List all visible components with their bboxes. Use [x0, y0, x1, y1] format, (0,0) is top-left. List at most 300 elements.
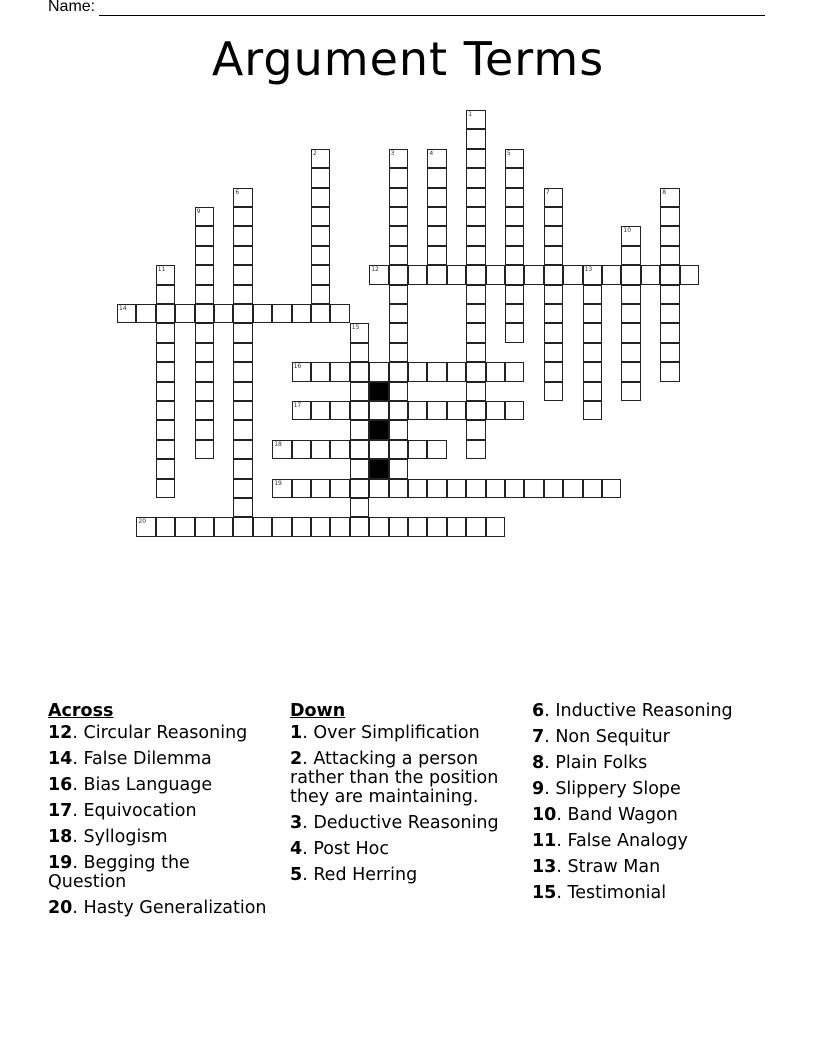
grid-cell[interactable]	[486, 401, 505, 420]
grid-cell[interactable]	[466, 517, 485, 536]
clue-item-text: . False Dilemma	[72, 749, 212, 769]
clue-number: 11	[157, 266, 166, 274]
clue-item	[532, 884, 752, 903]
grid-cell[interactable]	[350, 343, 369, 362]
grid-cell[interactable]	[156, 401, 175, 420]
clue-item	[290, 724, 525, 743]
clue-item-number: 14	[48, 749, 73, 769]
grid-cell[interactable]	[389, 188, 408, 207]
grid-cell[interactable]	[369, 479, 388, 498]
grid-cell[interactable]	[660, 343, 679, 362]
grid-cell[interactable]	[253, 517, 272, 536]
grid-cell[interactable]	[544, 479, 563, 498]
grid-cell[interactable]	[583, 304, 602, 323]
clue-item-number: 7	[532, 727, 545, 747]
clue-item	[290, 750, 525, 807]
grid-cell[interactable]	[195, 207, 214, 226]
grid-cell[interactable]	[486, 362, 505, 381]
clue-number: 19	[274, 479, 282, 487]
clue-item-text: . Hasty Generalization	[72, 898, 267, 918]
grid-cell[interactable]	[389, 246, 408, 265]
grid-cell[interactable]	[156, 479, 175, 498]
clues-down-continued	[532, 702, 752, 910]
grid-cell[interactable]	[369, 517, 388, 536]
grid-cell[interactable]	[311, 285, 330, 304]
grid-cell[interactable]	[544, 226, 563, 245]
grid-cell[interactable]	[195, 401, 214, 420]
grid-cell[interactable]	[466, 265, 485, 284]
clue-item	[532, 858, 752, 877]
grid-cell[interactable]	[369, 401, 388, 420]
clue-number: 16	[293, 363, 302, 371]
grid-cell[interactable]	[466, 168, 485, 187]
clue-number: 20	[138, 518, 147, 526]
grid-cell[interactable]	[311, 304, 330, 323]
name-field[interactable]	[48, 0, 765, 16]
grid-cell[interactable]	[195, 323, 214, 342]
clue-item-number: 19	[48, 853, 73, 873]
grid-cell[interactable]	[660, 226, 679, 245]
grid-cell[interactable]	[389, 420, 408, 439]
grid-cell[interactable]	[330, 401, 349, 420]
grid-cell[interactable]	[233, 343, 252, 362]
grid-cell[interactable]	[214, 304, 233, 323]
grid-cell[interactable]	[544, 188, 563, 207]
grid-cell[interactable]	[117, 304, 136, 323]
grid-cell[interactable]	[233, 265, 252, 284]
grid-cell[interactable]	[447, 362, 466, 381]
grid-cell[interactable]	[621, 304, 640, 323]
clue-item	[532, 832, 752, 851]
clue-item-number: 2	[290, 749, 303, 769]
grid-cell[interactable]	[272, 479, 291, 498]
grid-cell[interactable]	[505, 479, 524, 498]
clue-item	[532, 728, 752, 747]
grid-cell[interactable]	[505, 207, 524, 226]
grid-cell[interactable]	[330, 517, 349, 536]
clue-item-text: . Deductive Reasoning	[302, 813, 499, 833]
grid-cell[interactable]	[408, 265, 427, 284]
grid-cell[interactable]	[466, 304, 485, 323]
grid-cell[interactable]	[602, 479, 621, 498]
clue-item-text: . Begging the Question	[48, 853, 190, 892]
clue-item-number: 8	[532, 753, 545, 773]
grid-cell[interactable]	[311, 401, 330, 420]
clue-number: 2	[313, 149, 317, 157]
grid-cell[interactable]	[292, 362, 311, 381]
grid-cell[interactable]	[311, 188, 330, 207]
clue-number: 7	[545, 188, 550, 196]
grid-cell[interactable]	[195, 382, 214, 401]
grid-cell[interactable]	[427, 246, 446, 265]
clue-item	[48, 899, 273, 918]
grid-cell[interactable]	[350, 401, 369, 420]
grid-cell[interactable]	[350, 459, 369, 478]
clue-item-text: . Bias Language	[72, 775, 213, 795]
grid-cell[interactable]	[156, 343, 175, 362]
grid-cell[interactable]	[505, 246, 524, 265]
grid-cell[interactable]	[330, 440, 349, 459]
grid-cell[interactable]	[389, 401, 408, 420]
grid-cell[interactable]	[660, 207, 679, 226]
grid-cell[interactable]	[292, 479, 311, 498]
clue-item-number: 11	[532, 831, 557, 851]
grid-cell[interactable]	[330, 479, 349, 498]
grid-cell[interactable]	[156, 323, 175, 342]
grid-cell[interactable]	[389, 304, 408, 323]
grid-cell[interactable]	[233, 459, 252, 478]
grid-cell[interactable]	[544, 246, 563, 265]
grid-cell[interactable]	[505, 304, 524, 323]
grid-cell[interactable]	[311, 168, 330, 187]
grid-cell[interactable]	[660, 323, 679, 342]
down-heading: Down	[290, 701, 346, 721]
clue-number: 17	[293, 402, 302, 409]
clue-item-number: 3	[290, 813, 303, 833]
grid-cell[interactable]	[505, 285, 524, 304]
grid-cell[interactable]	[389, 285, 408, 304]
grid-cell[interactable]	[466, 382, 485, 401]
grid-cell[interactable]	[253, 304, 272, 323]
grid-cell[interactable]	[272, 440, 291, 459]
grid-cell[interactable]	[156, 304, 175, 323]
grid-cell[interactable]	[233, 401, 252, 420]
grid-cell[interactable]	[447, 401, 466, 420]
grid-cell[interactable]	[408, 401, 427, 420]
grid-cell[interactable]	[156, 285, 175, 304]
clue-item-text: . Red Herring	[302, 865, 418, 885]
grid-cell[interactable]	[427, 517, 446, 536]
clue-number: 13	[584, 266, 593, 274]
grid-cell[interactable]	[524, 265, 543, 284]
grid-cell[interactable]	[292, 440, 311, 459]
grid-cell[interactable]	[621, 265, 640, 284]
grid-cell[interactable]	[311, 149, 330, 168]
grid-cell[interactable]	[389, 343, 408, 362]
grid-cell[interactable]	[389, 459, 408, 478]
clue-item-text: . Circular Reasoning	[72, 723, 248, 743]
clue-number: 1	[468, 111, 473, 118]
grid-cell[interactable]	[544, 343, 563, 362]
clue-number: 14	[119, 305, 127, 312]
grid-cell[interactable]	[156, 362, 175, 381]
clue-item-number: 12	[48, 723, 73, 743]
grid-cell[interactable]	[505, 362, 524, 381]
grid-cell[interactable]	[195, 343, 214, 362]
grid-cell[interactable]	[544, 304, 563, 323]
clue-number: 8	[662, 188, 667, 196]
clue-item-text: . Attacking a person rather than the position they are maintaining.	[290, 749, 499, 807]
grid-cell[interactable]	[583, 343, 602, 362]
grid-cell[interactable]	[195, 362, 214, 381]
grid-cell[interactable]	[233, 382, 252, 401]
grid-cell[interactable]	[466, 440, 485, 459]
grid-cell[interactable]	[389, 517, 408, 536]
grid-cell[interactable]	[505, 188, 524, 207]
grid-cell[interactable]	[680, 265, 699, 284]
grid-cell[interactable]	[292, 517, 311, 536]
grid-cell[interactable]	[563, 265, 582, 284]
grid-cell[interactable]	[466, 343, 485, 362]
page-title: Argument Terms	[211, 32, 605, 86]
grid-cell[interactable]	[350, 479, 369, 498]
grid-cell[interactable]	[427, 479, 446, 498]
grid-cell[interactable]	[408, 362, 427, 381]
grid-cell[interactable]	[350, 323, 369, 342]
grid-cell[interactable]	[427, 188, 446, 207]
across-list	[48, 724, 273, 918]
grid-cell[interactable]	[544, 382, 563, 401]
grid-cell[interactable]	[292, 401, 311, 420]
grid-cell[interactable]	[621, 285, 640, 304]
grid-cell[interactable]	[389, 168, 408, 187]
clue-item	[532, 702, 752, 721]
grid-cell[interactable]	[233, 246, 252, 265]
grid-cell[interactable]	[524, 479, 543, 498]
grid-cell[interactable]	[389, 207, 408, 226]
grid-cell[interactable]	[660, 246, 679, 265]
grid-cell[interactable]	[389, 149, 408, 168]
grid-cell[interactable]	[330, 362, 349, 381]
grid-cell[interactable]	[195, 246, 214, 265]
grid-cell[interactable]	[195, 265, 214, 284]
grid-cell[interactable]	[233, 517, 252, 536]
grid-cell[interactable]	[583, 382, 602, 401]
grid-cell[interactable]	[544, 362, 563, 381]
grid-cell[interactable]	[350, 440, 369, 459]
across-heading: Across	[48, 701, 114, 721]
grid-cell[interactable]	[660, 285, 679, 304]
grid-cell[interactable]	[505, 401, 524, 420]
grid-cell[interactable]	[350, 498, 369, 517]
grid-cell[interactable]	[660, 362, 679, 381]
grid-cell[interactable]	[583, 265, 602, 284]
grid-cell[interactable]	[369, 440, 388, 459]
clue-item	[290, 866, 525, 885]
grid-cell[interactable]	[427, 440, 446, 459]
clue-item	[290, 840, 525, 859]
grid-cell[interactable]	[195, 517, 214, 536]
grid-cell[interactable]	[233, 440, 252, 459]
grid-cell[interactable]	[427, 226, 446, 245]
grid-cell[interactable]	[350, 382, 369, 401]
grid-cell[interactable]	[660, 188, 679, 207]
grid-cell[interactable]	[466, 188, 485, 207]
grid-cell[interactable]	[408, 517, 427, 536]
grid-cell[interactable]	[466, 479, 485, 498]
grid-cell[interactable]	[311, 265, 330, 284]
grid-cell[interactable]	[156, 265, 175, 284]
clue-item	[48, 854, 273, 892]
grid-cell[interactable]	[563, 479, 582, 498]
grid-cell[interactable]	[505, 168, 524, 187]
grid-cell[interactable]	[311, 226, 330, 245]
grid-cell[interactable]	[466, 420, 485, 439]
grid-cell[interactable]	[389, 323, 408, 342]
clue-item	[532, 754, 752, 773]
grid-cell[interactable]	[233, 304, 252, 323]
grid-cell[interactable]	[156, 382, 175, 401]
grid-cell[interactable]	[427, 168, 446, 187]
grid-cell[interactable]	[233, 498, 252, 517]
grid-cell[interactable]	[583, 323, 602, 342]
grid-cell[interactable]	[466, 401, 485, 420]
grid-cell[interactable]	[408, 479, 427, 498]
clue-item-number: 9	[532, 779, 545, 799]
grid-cell[interactable]	[408, 440, 427, 459]
down-list-continued	[532, 702, 752, 903]
grid-cell[interactable]	[544, 285, 563, 304]
grid-cell[interactable]	[233, 362, 252, 381]
grid-cell[interactable]	[350, 517, 369, 536]
grid-cell[interactable]	[427, 401, 446, 420]
grid-cell[interactable]	[621, 246, 640, 265]
grid-cell[interactable]	[447, 479, 466, 498]
grid-cell[interactable]	[156, 420, 175, 439]
grid-cell[interactable]	[311, 207, 330, 226]
grid-cell[interactable]	[389, 382, 408, 401]
grid-cell[interactable]	[233, 323, 252, 342]
grid-cell[interactable]	[427, 362, 446, 381]
clue-item-text: . Straw Man	[556, 857, 661, 877]
clue-item	[48, 724, 273, 743]
grid-cell[interactable]	[156, 459, 175, 478]
grid-cell[interactable]	[427, 207, 446, 226]
grid-cell[interactable]	[427, 265, 446, 284]
grid-cell[interactable]	[583, 362, 602, 381]
grid-cell[interactable]	[466, 226, 485, 245]
grid-cell[interactable]	[466, 129, 485, 148]
grid-cell[interactable]	[447, 517, 466, 536]
clue-item-number: 16	[48, 775, 73, 795]
grid-cell[interactable]	[583, 285, 602, 304]
grid-cell[interactable]	[544, 265, 563, 284]
grid-cell[interactable]	[195, 440, 214, 459]
clue-item-text: . Inductive Reasoning	[544, 701, 733, 721]
grid-cell[interactable]	[389, 362, 408, 381]
grid-cell[interactable]	[486, 517, 505, 536]
grid-cell[interactable]	[621, 343, 640, 362]
grid-cell[interactable]	[466, 246, 485, 265]
grid-cell[interactable]	[466, 362, 485, 381]
grid-cell[interactable]	[583, 479, 602, 498]
grid-cell[interactable]	[466, 110, 485, 129]
grid-cell[interactable]	[544, 323, 563, 342]
grid-cell[interactable]	[583, 401, 602, 420]
grid-cell[interactable]	[156, 440, 175, 459]
clue-item-number: 5	[290, 865, 303, 885]
clue-number: 6	[235, 188, 240, 196]
clue-item-number: 1	[290, 723, 303, 743]
grid-cell[interactable]	[505, 149, 524, 168]
clue-number: 9	[196, 208, 201, 215]
grid-cell[interactable]	[486, 265, 505, 284]
grid-cell[interactable]	[214, 517, 233, 536]
grid-cell[interactable]	[660, 304, 679, 323]
grid-cell[interactable]	[233, 226, 252, 245]
grid-cell[interactable]	[389, 479, 408, 498]
grid-cell[interactable]	[389, 440, 408, 459]
grid-cell[interactable]	[156, 517, 175, 536]
grid-cell[interactable]	[311, 362, 330, 381]
grid-cell[interactable]	[466, 207, 485, 226]
grid-cell[interactable]	[233, 479, 252, 498]
clue-item	[48, 750, 273, 769]
grid-cell[interactable]	[427, 149, 446, 168]
clue-number: 4	[429, 149, 434, 157]
grid-cell[interactable]	[175, 304, 194, 323]
clue-item-text: . Over Simplification	[302, 723, 480, 743]
grid-cell[interactable]	[272, 517, 291, 536]
grid-cell[interactable]	[602, 265, 621, 284]
clue-item	[532, 780, 752, 799]
grid-cell[interactable]	[311, 246, 330, 265]
grid-cell[interactable]	[621, 323, 640, 342]
grid-cell[interactable]	[233, 420, 252, 439]
clue-item-text: . Plain Folks	[544, 753, 648, 773]
grid-cell[interactable]	[311, 517, 330, 536]
grid-cell[interactable]	[660, 265, 679, 284]
grid-cell[interactable]	[292, 304, 311, 323]
grid-cell[interactable]	[350, 362, 369, 381]
grid-cell[interactable]	[621, 362, 640, 381]
grid-cell[interactable]	[466, 149, 485, 168]
grid-cell[interactable]	[195, 420, 214, 439]
clue-number: 18	[274, 440, 282, 448]
grid-cell[interactable]	[311, 440, 330, 459]
clue-number: 5	[507, 149, 511, 157]
grid-cell[interactable]	[486, 479, 505, 498]
grid-cell[interactable]	[233, 207, 252, 226]
grid-cell[interactable]	[195, 285, 214, 304]
clue-item-text: . Testimonial	[556, 883, 667, 903]
grid-cell[interactable]	[621, 382, 640, 401]
clues-down	[290, 702, 525, 892]
clue-item	[48, 802, 273, 821]
grid-cell[interactable]	[233, 285, 252, 304]
grid-cell[interactable]	[136, 517, 155, 536]
grid-cell[interactable]	[175, 517, 194, 536]
name-underline[interactable]	[99, 1, 765, 16]
grid-cell[interactable]	[195, 226, 214, 245]
grid-cell[interactable]	[505, 226, 524, 245]
grid-cell[interactable]	[272, 304, 291, 323]
clue-item	[290, 814, 525, 833]
grid-cell[interactable]	[389, 265, 408, 284]
clue-item-number: 15	[532, 883, 557, 903]
grid-cell[interactable]	[621, 226, 640, 245]
grid-cell[interactable]	[389, 226, 408, 245]
grid-cell[interactable]	[350, 420, 369, 439]
grid-cell[interactable]	[311, 479, 330, 498]
grid-cell[interactable]	[466, 323, 485, 342]
grid-cell[interactable]	[233, 188, 252, 207]
grid-cell[interactable]	[505, 265, 524, 284]
grid-cell[interactable]	[136, 304, 155, 323]
grid-cell[interactable]	[544, 207, 563, 226]
name-label: Name:	[48, 0, 96, 15]
grid-cell[interactable]	[195, 304, 214, 323]
clue-item-text: . Post Hoc	[302, 839, 389, 859]
grid-cell[interactable]	[641, 265, 660, 284]
grid-cell[interactable]	[466, 285, 485, 304]
grid-cell[interactable]	[447, 265, 466, 284]
grid-cell[interactable]	[330, 304, 349, 323]
grid-cell[interactable]	[369, 362, 388, 381]
grid-cell[interactable]	[505, 323, 524, 342]
clue-item	[532, 806, 752, 825]
grid-cell[interactable]	[369, 265, 388, 284]
